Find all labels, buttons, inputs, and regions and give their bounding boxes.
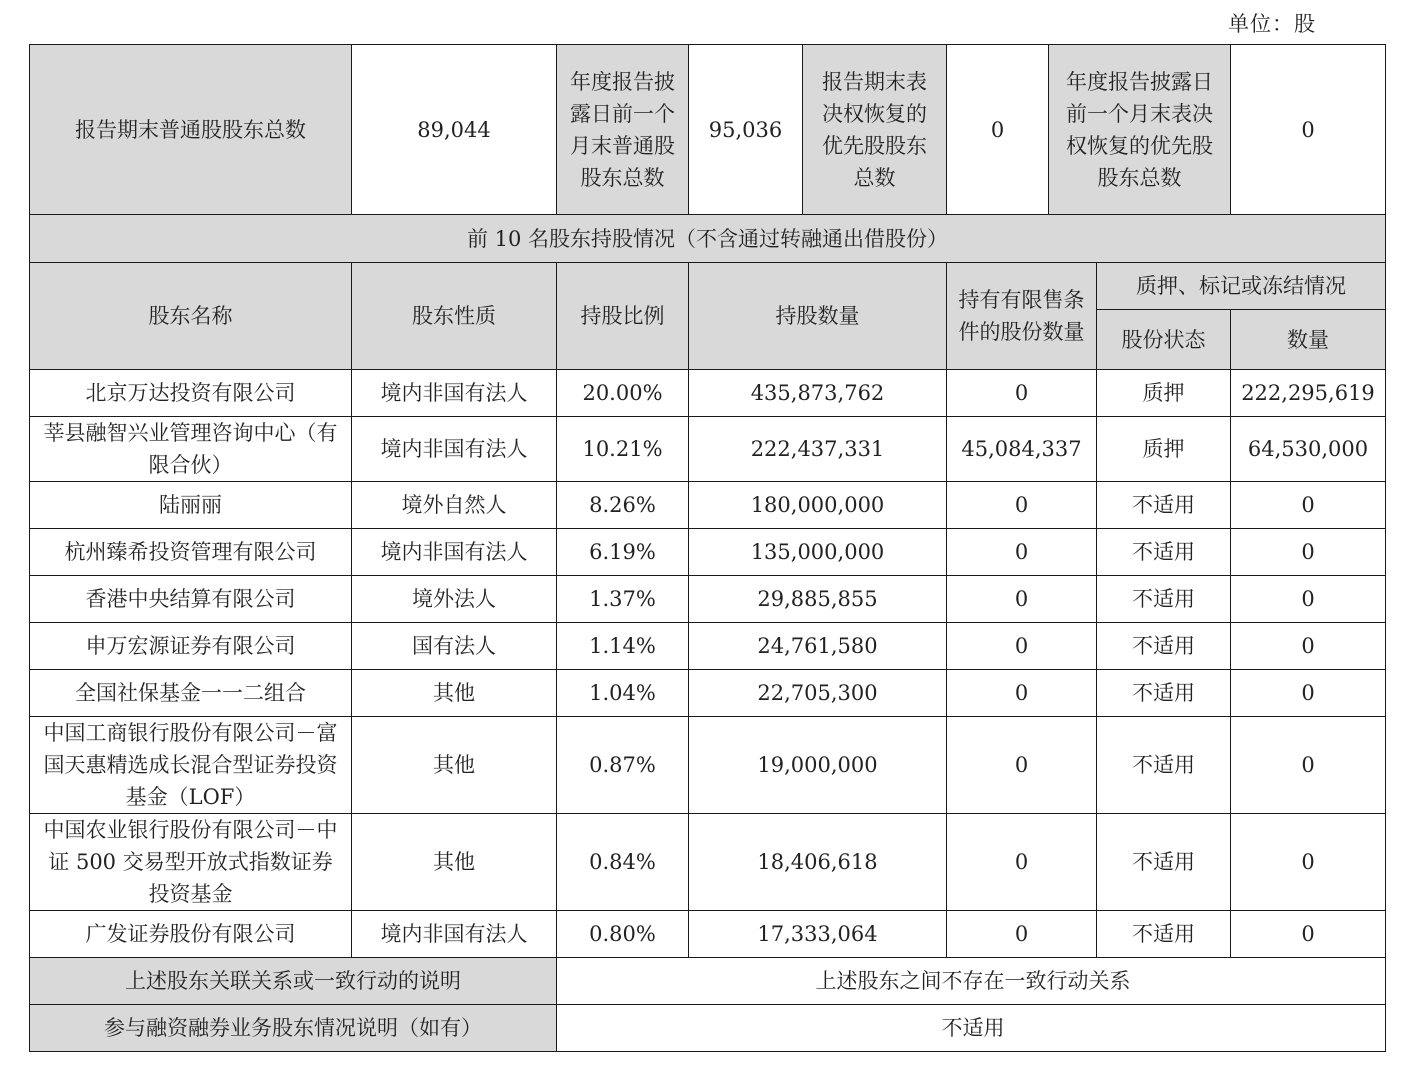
header-restricted-shares: 持有有限售条件的股份数量 — [947, 263, 1097, 370]
cell-holding-ratio: 1.14% — [557, 623, 689, 670]
cell-holding-quantity: 18,406,618 — [689, 814, 947, 911]
cell-restricted-shares: 0 — [947, 717, 1097, 814]
cell-shareholder-nature: 其他 — [352, 814, 557, 911]
cell-restricted-shares: 0 — [947, 670, 1097, 717]
margin-row — [30, 1005, 1386, 1052]
cell-pledge-status: 不适用 — [1097, 482, 1231, 529]
cell-pledge-quantity: 64,530,000 — [1231, 417, 1386, 482]
table-row — [30, 576, 1386, 623]
table-row — [30, 482, 1386, 529]
cell-shareholder-name: 莘县融智兴业管理咨询中心（有限合伙） — [30, 417, 352, 482]
cell-pledge-quantity: 0 — [1231, 814, 1386, 911]
header-pledge-quantity: 数量 — [1231, 310, 1386, 370]
cell-holding-ratio: 0.87% — [557, 717, 689, 814]
cell-holding-quantity: 19,000,000 — [689, 717, 947, 814]
table-row — [30, 623, 1386, 670]
table-row — [30, 529, 1386, 576]
unit-label: 单位：股 — [1228, 12, 1316, 36]
cell-restricted-shares: 0 — [947, 529, 1097, 576]
header-holding-ratio: 持股比例 — [557, 263, 689, 370]
cell-shareholder-name: 申万宏源证券有限公司 — [30, 623, 352, 670]
cell-holding-quantity: 222,437,331 — [689, 417, 947, 482]
cell-holding-quantity: 135,000,000 — [689, 529, 947, 576]
header-pledge-group: 质押、标记或冻结情况 — [1097, 263, 1386, 310]
cell-shareholder-nature: 境外自然人 — [352, 482, 557, 529]
table-row — [30, 670, 1386, 717]
cell-holding-quantity: 24,761,580 — [689, 623, 947, 670]
margin-value: 不适用 — [557, 1005, 1386, 1052]
cell-shareholder-nature: 其他 — [352, 670, 557, 717]
section-title: 前 10 名股东持股情况（不含通过转融通出借股份） — [30, 215, 1386, 263]
cell-pledge-status: 不适用 — [1097, 717, 1231, 814]
cell-pledge-status: 质押 — [1097, 417, 1231, 482]
summary-value-preferred-holders: 0 — [947, 45, 1049, 215]
cell-pledge-quantity: 0 — [1231, 482, 1386, 529]
cell-pledge-quantity: 0 — [1231, 717, 1386, 814]
cell-pledge-quantity: 0 — [1231, 576, 1386, 623]
cell-shareholder-nature: 国有法人 — [352, 623, 557, 670]
cell-shareholder-nature: 境内非国有法人 — [352, 370, 557, 417]
summary-value-total-holders: 89,044 — [352, 45, 557, 215]
header-pledge-status: 股份状态 — [1097, 310, 1231, 370]
summary-label-prior-month-preferred-holders: 年度报告披露日前一个月末表决权恢复的优先股股东总数 — [1049, 45, 1231, 215]
summary-label-prior-month-holders: 年度报告披露日前一个月末普通股股东总数 — [557, 45, 689, 215]
table-row — [30, 417, 1386, 482]
cell-restricted-shares: 0 — [947, 814, 1097, 911]
cell-pledge-status: 不适用 — [1097, 576, 1231, 623]
cell-holding-quantity: 180,000,000 — [689, 482, 947, 529]
cell-shareholder-name: 广发证券股份有限公司 — [30, 911, 352, 958]
cell-pledge-quantity: 0 — [1231, 623, 1386, 670]
cell-holding-ratio: 1.37% — [557, 576, 689, 623]
table-row — [30, 717, 1386, 814]
cell-pledge-quantity: 0 — [1231, 529, 1386, 576]
cell-pledge-quantity: 0 — [1231, 911, 1386, 958]
cell-shareholder-nature: 其他 — [352, 717, 557, 814]
summary-label-preferred-holders: 报告期末表决权恢复的优先股股东总数 — [803, 45, 947, 215]
cell-restricted-shares: 0 — [947, 482, 1097, 529]
cell-holding-ratio: 1.04% — [557, 670, 689, 717]
relation-row — [30, 958, 1386, 1005]
header-row-1 — [30, 263, 1386, 310]
cell-pledge-status: 不适用 — [1097, 670, 1231, 717]
summary-row — [30, 45, 1386, 215]
cell-holding-ratio: 20.00% — [557, 370, 689, 417]
cell-pledge-status: 不适用 — [1097, 911, 1231, 958]
cell-holding-ratio: 0.84% — [557, 814, 689, 911]
shareholder-table — [29, 44, 1386, 1052]
cell-pledge-status: 不适用 — [1097, 623, 1231, 670]
header-shareholder-nature: 股东性质 — [352, 263, 557, 370]
cell-shareholder-nature: 境外法人 — [352, 576, 557, 623]
cell-restricted-shares: 0 — [947, 623, 1097, 670]
summary-label-total-holders: 报告期末普通股股东总数 — [30, 45, 352, 215]
cell-pledge-quantity: 222,295,619 — [1231, 370, 1386, 417]
cell-holding-ratio: 6.19% — [557, 529, 689, 576]
cell-shareholder-name: 杭州臻希投资管理有限公司 — [30, 529, 352, 576]
summary-value-prior-month-preferred-holders: 0 — [1231, 45, 1386, 215]
cell-holding-quantity: 29,885,855 — [689, 576, 947, 623]
header-shareholder-name: 股东名称 — [30, 263, 352, 370]
cell-shareholder-name: 中国农业银行股份有限公司－中证 500 交易型开放式指数证券投资基金 — [30, 814, 352, 911]
cell-holding-ratio: 8.26% — [557, 482, 689, 529]
cell-shareholder-name: 北京万达投资有限公司 — [30, 370, 352, 417]
cell-holding-quantity: 435,873,762 — [689, 370, 947, 417]
cell-shareholder-name: 香港中央结算有限公司 — [30, 576, 352, 623]
relation-label: 上述股东关联关系或一致行动的说明 — [30, 958, 557, 1005]
relation-value: 上述股东之间不存在一致行动关系 — [557, 958, 1386, 1005]
cell-shareholder-nature: 境内非国有法人 — [352, 911, 557, 958]
cell-pledge-quantity: 0 — [1231, 670, 1386, 717]
cell-holding-quantity: 17,333,064 — [689, 911, 947, 958]
header-holding-quantity: 持股数量 — [689, 263, 947, 370]
cell-shareholder-name: 中国工商银行股份有限公司－富国天惠精选成长混合型证券投资基金（LOF） — [30, 717, 352, 814]
cell-restricted-shares: 0 — [947, 911, 1097, 958]
cell-holding-quantity: 22,705,300 — [689, 670, 947, 717]
table-row — [30, 911, 1386, 958]
table-body — [30, 45, 1386, 1052]
cell-restricted-shares: 0 — [947, 370, 1097, 417]
margin-label: 参与融资融券业务股东情况说明（如有） — [30, 1005, 557, 1052]
cell-pledge-status: 不适用 — [1097, 529, 1231, 576]
table-row — [30, 370, 1386, 417]
cell-shareholder-nature: 境内非国有法人 — [352, 417, 557, 482]
cell-shareholder-name: 陆丽丽 — [30, 482, 352, 529]
cell-restricted-shares: 0 — [947, 576, 1097, 623]
cell-pledge-status: 质押 — [1097, 370, 1231, 417]
cell-shareholder-nature: 境内非国有法人 — [352, 529, 557, 576]
summary-value-prior-month-holders: 95,036 — [689, 45, 803, 215]
table-row — [30, 814, 1386, 911]
section-title-row — [30, 215, 1386, 263]
cell-holding-ratio: 0.80% — [557, 911, 689, 958]
cell-shareholder-name: 全国社保基金一一二组合 — [30, 670, 352, 717]
cell-holding-ratio: 10.21% — [557, 417, 689, 482]
cell-pledge-status: 不适用 — [1097, 814, 1231, 911]
cell-restricted-shares: 45,084,337 — [947, 417, 1097, 482]
